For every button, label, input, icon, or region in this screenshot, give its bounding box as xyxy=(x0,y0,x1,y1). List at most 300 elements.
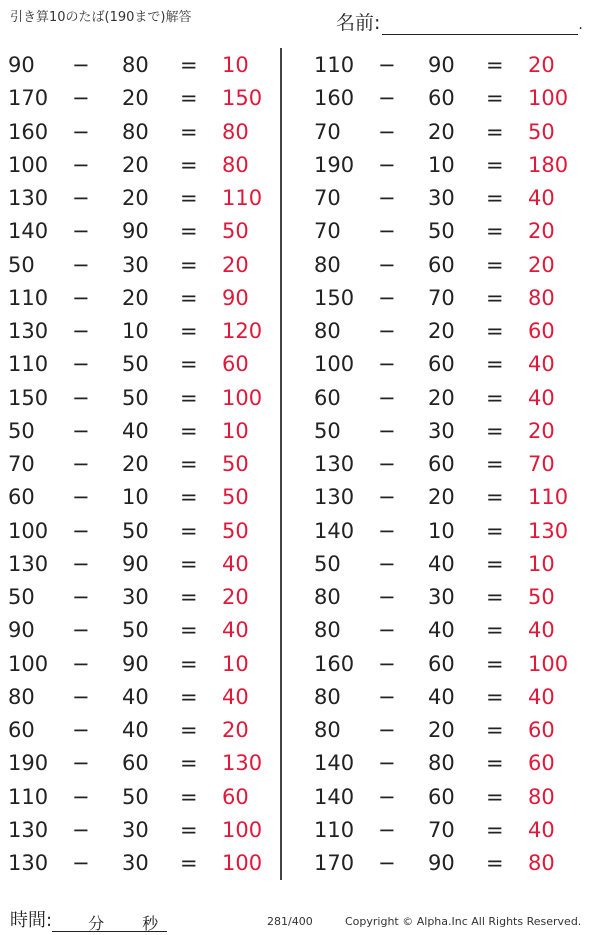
problem-row xyxy=(306,648,586,681)
problem-row xyxy=(0,315,280,348)
answer: 20 xyxy=(222,718,249,742)
subtrahend: 60 xyxy=(428,651,455,676)
subtrahend: 20 xyxy=(428,718,455,742)
problem-row xyxy=(0,382,280,415)
equals-sign: = xyxy=(180,418,198,443)
problem-row xyxy=(306,714,586,747)
problem-row xyxy=(0,448,280,481)
equals-sign: = xyxy=(486,352,504,377)
subtrahend: 50 xyxy=(122,385,149,410)
minuend: 140 xyxy=(314,784,355,809)
minuend: 90 xyxy=(8,618,35,643)
minuend: 130 xyxy=(8,851,49,875)
answer: 80 xyxy=(222,152,249,177)
minuend: 60 xyxy=(8,718,35,742)
answer: 20 xyxy=(528,53,555,77)
problem-row xyxy=(306,116,586,149)
problem-row xyxy=(0,847,280,880)
subtrahend: 30 xyxy=(428,418,455,443)
minus-sign: − xyxy=(378,651,396,676)
subtrahend: 60 xyxy=(428,252,455,277)
minus-sign: − xyxy=(72,551,90,576)
minus-sign: − xyxy=(378,285,396,310)
subtrahend: 30 xyxy=(122,585,149,609)
equals-sign: = xyxy=(180,551,198,576)
subtrahend: 20 xyxy=(428,485,455,510)
problem-row xyxy=(306,82,586,115)
equals-sign: = xyxy=(486,385,504,410)
problem-row xyxy=(0,515,280,548)
subtrahend: 50 xyxy=(428,219,455,244)
minuend: 150 xyxy=(8,385,49,410)
minuend: 80 xyxy=(8,684,35,709)
problem-row xyxy=(306,249,586,282)
subtrahend: 50 xyxy=(122,784,149,809)
subtrahend: 90 xyxy=(122,651,149,676)
equals-sign: = xyxy=(180,585,198,609)
minuend: 110 xyxy=(314,53,355,77)
minuend: 80 xyxy=(314,618,341,643)
equals-sign: = xyxy=(180,684,198,709)
subtrahend: 20 xyxy=(122,152,149,177)
equals-sign: = xyxy=(486,817,504,842)
minus-sign: − xyxy=(378,186,396,210)
subtrahend: 60 xyxy=(428,784,455,809)
subtrahend: 30 xyxy=(122,851,149,875)
minuend: 170 xyxy=(8,86,49,111)
subtrahend: 50 xyxy=(122,618,149,643)
problem-row xyxy=(0,714,280,747)
subtrahend: 60 xyxy=(122,751,149,776)
minuend: 80 xyxy=(314,319,341,343)
equals-sign: = xyxy=(486,452,504,476)
equals-sign: = xyxy=(180,651,198,676)
answer: 100 xyxy=(222,817,263,842)
minus-sign: − xyxy=(72,285,90,310)
minuend: 100 xyxy=(8,518,49,543)
equals-sign: = xyxy=(180,784,198,809)
problem-row xyxy=(0,249,280,282)
equals-sign: = xyxy=(180,86,198,111)
equals-sign: = xyxy=(486,585,504,609)
minuend: 160 xyxy=(314,651,355,676)
minuend: 140 xyxy=(314,518,355,543)
minus-sign: − xyxy=(72,418,90,443)
answer: 60 xyxy=(528,319,555,343)
column-divider xyxy=(280,48,282,880)
minuend: 60 xyxy=(8,485,35,510)
equals-sign: = xyxy=(486,551,504,576)
equals-sign: = xyxy=(486,219,504,244)
problem-row xyxy=(0,116,280,149)
problem-row xyxy=(306,681,586,714)
subtrahend: 80 xyxy=(428,751,455,776)
subtrahend: 90 xyxy=(122,219,149,244)
answer: 50 xyxy=(222,452,249,476)
subtrahend: 20 xyxy=(428,119,455,144)
problem-row xyxy=(0,814,280,847)
equals-sign: = xyxy=(486,53,504,77)
subtrahend: 30 xyxy=(122,817,149,842)
answer: 130 xyxy=(528,518,569,543)
equals-sign: = xyxy=(486,784,504,809)
answer: 40 xyxy=(222,618,249,643)
answer: 100 xyxy=(222,385,263,410)
equals-sign: = xyxy=(486,319,504,343)
minuend: 80 xyxy=(314,718,341,742)
seconds-label: 秒 xyxy=(142,914,159,933)
answer: 80 xyxy=(528,784,555,809)
minus-sign: − xyxy=(378,718,396,742)
minuend: 130 xyxy=(8,319,49,343)
equals-sign: = xyxy=(486,418,504,443)
problem-row xyxy=(0,481,280,514)
subtrahend: 70 xyxy=(428,817,455,842)
minus-sign: − xyxy=(378,352,396,377)
page-number: 281/400 xyxy=(267,915,313,928)
problem-row xyxy=(0,747,280,780)
minuend: 80 xyxy=(314,585,341,609)
problem-row xyxy=(0,149,280,182)
time-underline xyxy=(52,911,167,932)
problem-row xyxy=(306,182,586,215)
problem-row xyxy=(306,282,586,315)
problem-row xyxy=(0,215,280,248)
copyright-notice: Copyright © Alpha.Inc All Rights Reserved. xyxy=(345,915,582,928)
equals-sign: = xyxy=(486,684,504,709)
subtrahend: 20 xyxy=(428,319,455,343)
minus-sign: − xyxy=(378,784,396,809)
minuend: 130 xyxy=(8,817,49,842)
subtrahend: 60 xyxy=(428,86,455,111)
minus-sign: − xyxy=(72,385,90,410)
minus-sign: − xyxy=(378,551,396,576)
subtrahend: 10 xyxy=(122,485,149,510)
equals-sign: = xyxy=(486,285,504,310)
subtrahend: 80 xyxy=(122,53,149,77)
minus-sign: − xyxy=(378,385,396,410)
answer: 10 xyxy=(222,53,249,77)
minuend: 100 xyxy=(8,152,49,177)
minuend: 190 xyxy=(8,751,49,776)
minus-sign: − xyxy=(72,851,90,875)
minuend: 50 xyxy=(314,551,341,576)
minus-sign: − xyxy=(72,684,90,709)
answer: 20 xyxy=(528,418,555,443)
minus-sign: − xyxy=(72,53,90,77)
subtrahend: 70 xyxy=(428,285,455,310)
answer: 110 xyxy=(528,485,569,510)
equals-sign: = xyxy=(486,152,504,177)
left-problem-column xyxy=(0,49,280,880)
minus-sign: − xyxy=(72,152,90,177)
minuend: 50 xyxy=(8,418,35,443)
minuend: 110 xyxy=(314,817,355,842)
minus-sign: − xyxy=(72,817,90,842)
subtrahend: 40 xyxy=(428,684,455,709)
subtrahend: 10 xyxy=(428,152,455,177)
minus-sign: − xyxy=(378,851,396,875)
equals-sign: = xyxy=(486,86,504,111)
minuend: 100 xyxy=(314,352,355,377)
minuend: 80 xyxy=(314,684,341,709)
minuend: 150 xyxy=(314,285,355,310)
minus-sign: − xyxy=(378,319,396,343)
subtrahend: 20 xyxy=(122,86,149,111)
name-end-dot: . xyxy=(578,17,583,33)
minus-sign: − xyxy=(72,86,90,111)
problem-row xyxy=(306,814,586,847)
minuend: 160 xyxy=(314,86,355,111)
minuend: 130 xyxy=(8,186,49,210)
answer: 40 xyxy=(528,817,555,842)
minuend: 140 xyxy=(8,219,49,244)
minus-sign: − xyxy=(72,352,90,377)
minuend: 110 xyxy=(8,285,49,310)
minus-sign: − xyxy=(72,718,90,742)
subtrahend: 30 xyxy=(428,186,455,210)
answer: 40 xyxy=(222,684,249,709)
answer: 40 xyxy=(528,352,555,377)
problem-row xyxy=(0,581,280,614)
equals-sign: = xyxy=(180,518,198,543)
equals-sign: = xyxy=(180,817,198,842)
name-underline xyxy=(382,16,578,35)
equals-sign: = xyxy=(486,718,504,742)
subtrahend: 50 xyxy=(122,352,149,377)
answer: 100 xyxy=(528,651,569,676)
equals-sign: = xyxy=(486,518,504,543)
minuend: 70 xyxy=(314,186,341,210)
equals-sign: = xyxy=(180,618,198,643)
problem-row xyxy=(0,614,280,647)
answer: 70 xyxy=(528,452,555,476)
answer: 20 xyxy=(222,585,249,609)
worksheet-title: 引き算10のたば(190まで)解答 xyxy=(10,10,192,25)
problem-row xyxy=(306,315,586,348)
name-field-area xyxy=(336,8,583,35)
answer: 100 xyxy=(222,851,263,875)
problem-row xyxy=(306,781,586,814)
minuend: 70 xyxy=(8,452,35,476)
answer: 50 xyxy=(528,585,555,609)
minus-sign: − xyxy=(72,319,90,343)
subtrahend: 30 xyxy=(122,252,149,277)
subtrahend: 10 xyxy=(122,319,149,343)
time-field xyxy=(10,906,167,932)
minus-sign: − xyxy=(378,53,396,77)
answer: 50 xyxy=(222,219,249,244)
answer: 10 xyxy=(222,651,249,676)
right-problem-column xyxy=(306,49,586,880)
equals-sign: = xyxy=(180,186,198,210)
minuend: 110 xyxy=(8,784,49,809)
problem-row xyxy=(306,847,586,880)
answer: 40 xyxy=(528,684,555,709)
problem-row xyxy=(0,49,280,82)
minus-sign: − xyxy=(72,618,90,643)
problem-row xyxy=(0,182,280,215)
minuend: 190 xyxy=(314,152,355,177)
minus-sign: − xyxy=(378,452,396,476)
equals-sign: = xyxy=(486,851,504,875)
equals-sign: = xyxy=(486,119,504,144)
time-label: 時間: xyxy=(10,910,53,931)
problem-row xyxy=(306,382,586,415)
problem-row xyxy=(0,781,280,814)
equals-sign: = xyxy=(180,285,198,310)
subtrahend: 90 xyxy=(428,53,455,77)
subtrahend: 20 xyxy=(122,186,149,210)
minuend: 70 xyxy=(314,219,341,244)
minus-sign: − xyxy=(378,817,396,842)
minuend: 50 xyxy=(8,252,35,277)
subtrahend: 40 xyxy=(122,718,149,742)
equals-sign: = xyxy=(486,186,504,210)
minuend: 80 xyxy=(314,252,341,277)
answer: 150 xyxy=(222,86,263,111)
minus-sign: − xyxy=(378,618,396,643)
subtrahend: 20 xyxy=(122,285,149,310)
problem-row xyxy=(306,215,586,248)
minus-sign: − xyxy=(72,784,90,809)
answer: 130 xyxy=(222,751,263,776)
minuend: 100 xyxy=(8,651,49,676)
minuend: 130 xyxy=(314,452,355,476)
subtrahend: 60 xyxy=(428,352,455,377)
answer: 50 xyxy=(222,485,249,510)
answer: 60 xyxy=(222,784,249,809)
equals-sign: = xyxy=(486,485,504,510)
problem-row xyxy=(306,614,586,647)
answer: 40 xyxy=(528,385,555,410)
subtrahend: 10 xyxy=(428,518,455,543)
subtrahend: 60 xyxy=(428,452,455,476)
minuend: 50 xyxy=(8,585,35,609)
minus-sign: − xyxy=(72,651,90,676)
answer: 80 xyxy=(528,285,555,310)
minus-sign: − xyxy=(378,152,396,177)
answer: 40 xyxy=(222,551,249,576)
problem-row xyxy=(306,448,586,481)
equals-sign: = xyxy=(180,385,198,410)
minutes-label: 分 xyxy=(88,914,105,933)
minuend: 70 xyxy=(314,119,341,144)
answer: 60 xyxy=(222,352,249,377)
answer: 10 xyxy=(528,551,555,576)
equals-sign: = xyxy=(180,152,198,177)
problem-row xyxy=(306,747,586,780)
minus-sign: − xyxy=(72,518,90,543)
minus-sign: − xyxy=(72,751,90,776)
answer: 80 xyxy=(222,119,249,144)
minuend: 140 xyxy=(314,751,355,776)
minus-sign: − xyxy=(378,485,396,510)
subtrahend: 20 xyxy=(428,385,455,410)
minus-sign: − xyxy=(378,86,396,111)
answer: 100 xyxy=(528,86,569,111)
equals-sign: = xyxy=(486,618,504,643)
equals-sign: = xyxy=(180,352,198,377)
answer: 110 xyxy=(222,186,263,210)
answer: 10 xyxy=(222,418,249,443)
minus-sign: − xyxy=(378,518,396,543)
problem-row xyxy=(306,348,586,381)
answer: 50 xyxy=(222,518,249,543)
problem-row xyxy=(306,515,586,548)
problem-row xyxy=(0,348,280,381)
answer: 20 xyxy=(528,252,555,277)
problem-row xyxy=(0,681,280,714)
equals-sign: = xyxy=(180,718,198,742)
answer: 20 xyxy=(528,219,555,244)
minus-sign: − xyxy=(72,585,90,609)
minus-sign: − xyxy=(378,585,396,609)
answer: 50 xyxy=(528,119,555,144)
problem-row xyxy=(306,49,586,82)
answer: 180 xyxy=(528,152,569,177)
minuend: 60 xyxy=(314,385,341,410)
minuend: 160 xyxy=(8,119,49,144)
minus-sign: − xyxy=(378,119,396,144)
subtrahend: 40 xyxy=(122,684,149,709)
problem-row xyxy=(0,415,280,448)
answer: 60 xyxy=(528,718,555,742)
problem-row xyxy=(306,548,586,581)
subtrahend: 40 xyxy=(428,551,455,576)
problem-row xyxy=(306,415,586,448)
problem-row xyxy=(0,282,280,315)
equals-sign: = xyxy=(180,252,198,277)
equals-sign: = xyxy=(180,53,198,77)
minuend: 90 xyxy=(8,53,35,77)
subtrahend: 90 xyxy=(122,551,149,576)
equals-sign: = xyxy=(180,119,198,144)
equals-sign: = xyxy=(486,751,504,776)
subtrahend: 20 xyxy=(122,452,149,476)
minus-sign: − xyxy=(378,751,396,776)
minus-sign: − xyxy=(378,219,396,244)
minus-sign: − xyxy=(72,452,90,476)
minuend: 130 xyxy=(8,551,49,576)
minuend: 110 xyxy=(8,352,49,377)
problem-row xyxy=(0,648,280,681)
answer: 80 xyxy=(528,851,555,875)
minus-sign: − xyxy=(72,252,90,277)
minus-sign: − xyxy=(72,119,90,144)
answer: 40 xyxy=(528,618,555,643)
problem-row xyxy=(306,481,586,514)
problem-row xyxy=(0,82,280,115)
equals-sign: = xyxy=(180,485,198,510)
minus-sign: − xyxy=(72,485,90,510)
answer: 40 xyxy=(528,186,555,210)
equals-sign: = xyxy=(486,651,504,676)
minus-sign: − xyxy=(72,219,90,244)
minuend: 130 xyxy=(314,485,355,510)
problem-row xyxy=(0,548,280,581)
answer: 90 xyxy=(222,285,249,310)
minus-sign: − xyxy=(378,684,396,709)
answer: 20 xyxy=(222,252,249,277)
answer: 60 xyxy=(528,751,555,776)
equals-sign: = xyxy=(180,851,198,875)
subtrahend: 80 xyxy=(122,119,149,144)
name-label: 名前: xyxy=(336,12,381,34)
answer: 120 xyxy=(222,319,263,343)
subtrahend: 40 xyxy=(428,618,455,643)
equals-sign: = xyxy=(180,452,198,476)
